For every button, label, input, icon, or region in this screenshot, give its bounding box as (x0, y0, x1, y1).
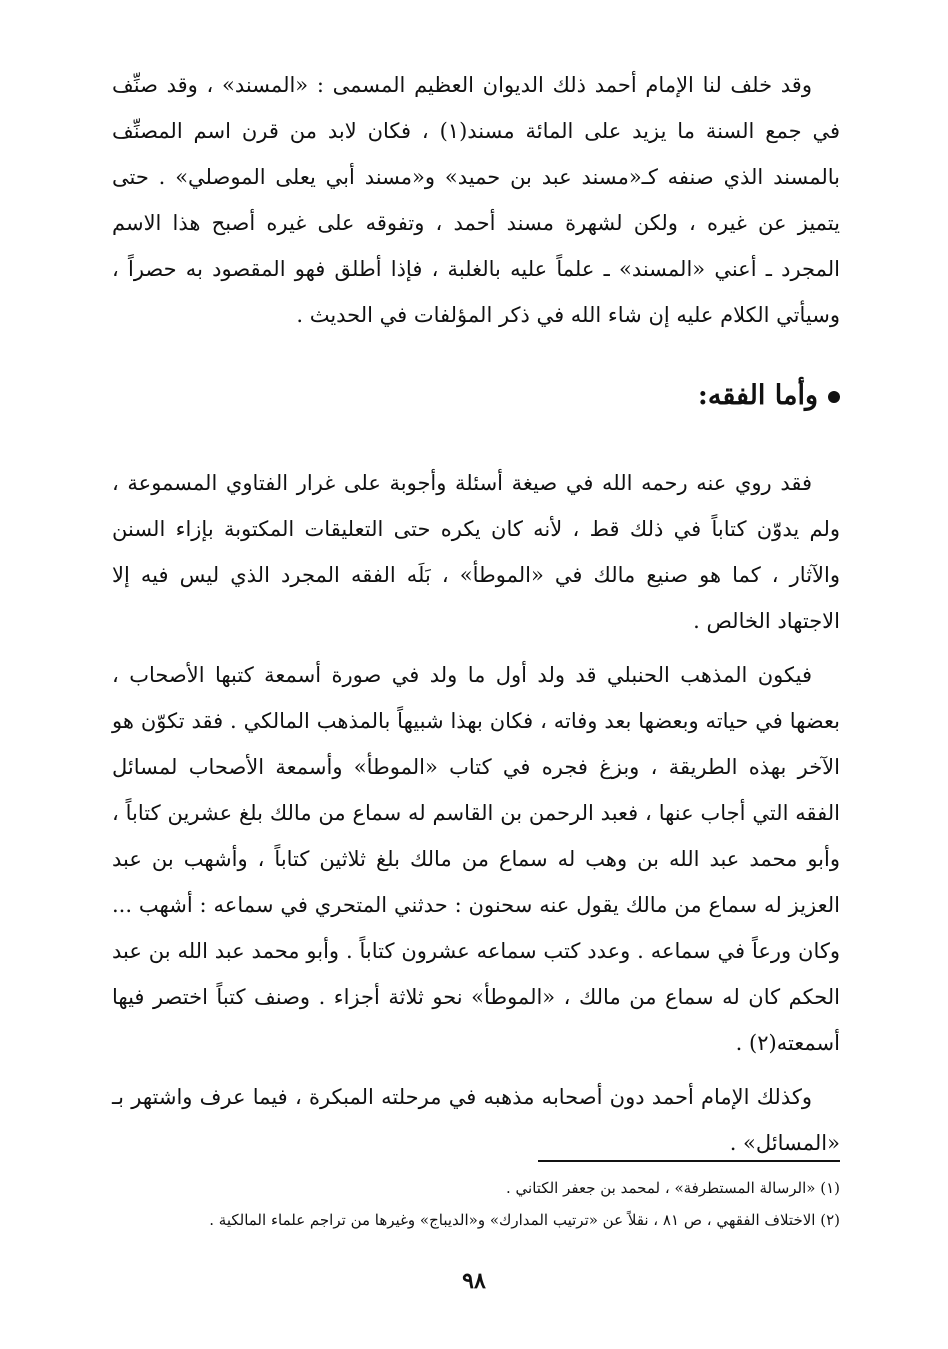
page-body (112, 62, 840, 1166)
footnotes (112, 1172, 840, 1236)
section-heading-text: وأما الفقه: (697, 380, 818, 411)
footnote-divider (538, 1160, 840, 1162)
fiqh-paragraph-2: فيكون المذهب الحنبلي قد ولد أول ما ولد في صورة أسمعة كتبها الأصحاب ، بعضها في حياته وبعضها بعد وفاته ، فكان بهذا شبيهاً بالمذهب المالكي . فقد تكوّن هو الآخر بهذه الطريقة ، وبزغ فجره في كتاب «الموطأ» وأسمعة الأصحاب لمسائل الفقه التي أجاب عنها ، فعبد الرحمن بن القاسم له سماع من مالك بلغ عشرين كتاباً ، وأبو محمد عبد الله بن وهب له سماع من مالك بلغ ثلاثين كتاباً ، وأشهب بن عبد العزيز له سماع من مالك يقول عنه سحنون : حدثني المتحري في سماعه : أشهب ... وكان ورعاً في سماعه . وعدد كتب سماعه عشرون كتاباً . وأبو محمد عبد الله بن عبد الحكم كان له سماع من مالك ، «الموطأ» نحو ثلاثة أجزاء . وصنف كتباً اختصر فيها أسمعته(٢) . (112, 663, 840, 1055)
fiqh-section (112, 460, 840, 1166)
fiqh-paragraph-3: وكذلك الإمام أحمد دون أصحابه مذهبه في مرحلته المبكرة ، فيما عرف واشتهر بـ «المسائل» . (112, 1085, 840, 1155)
footnote-1: (١) «الرسالة المستطرفة» ، لمحمد بن جعفر الكتاني . (506, 1179, 840, 1197)
intro-paragraph: وقد خلف لنا الإمام أحمد ذلك الديوان العظيم المسمى : «المسند» ، وقد صنِّف في جمع السنة ما يزيد على المائة مسند(١) ، فكان لابد من قرن اسم المصنِّف بالمسند الذي صنفه كـ«مسند عبد بن حميد» و«مسند أبي يعلى الموصلي» . حتى يتميز عن غيره ، ولكن لشهرة مسند أحمد ، وتفوقه على غيره أصبح هذا الاسم المجرد ـ أعني «المسند» ـ علماً عليه بالغلبة ، فإذا أطلق فهو المقصود به حصراً ، وسيأتي الكلام عليه إن شاء الله في ذكر المؤلفات في الحديث . (112, 73, 840, 327)
bullet-icon (828, 391, 840, 403)
fiqh-paragraph-1: فقد روي عنه رحمه الله في صيغة أسئلة وأجوبة على غرار الفتاوي المسموعة ، ولم يدوّن كتاباً في ذلك قط ، لأنه كان يكره حتى التعليقات المكتوبة بإزاء السنن والآثار ، كما هو صنيع مالك في «الموطأ» ، بَلَه الفقه المجرد الذي ليس فيه إلا الاجتهاد الخالص . (112, 471, 840, 633)
page-number: ٩٨ (462, 1268, 486, 1294)
footnote-2: (٢) الاختلاف الفقهي ، ص ٨١ ، نقلاً عن «ترتيب المدارك» و«الديباج» وغيرها من تراجم علماء المالكية . (209, 1211, 840, 1229)
section-heading-fiqh (112, 338, 840, 452)
